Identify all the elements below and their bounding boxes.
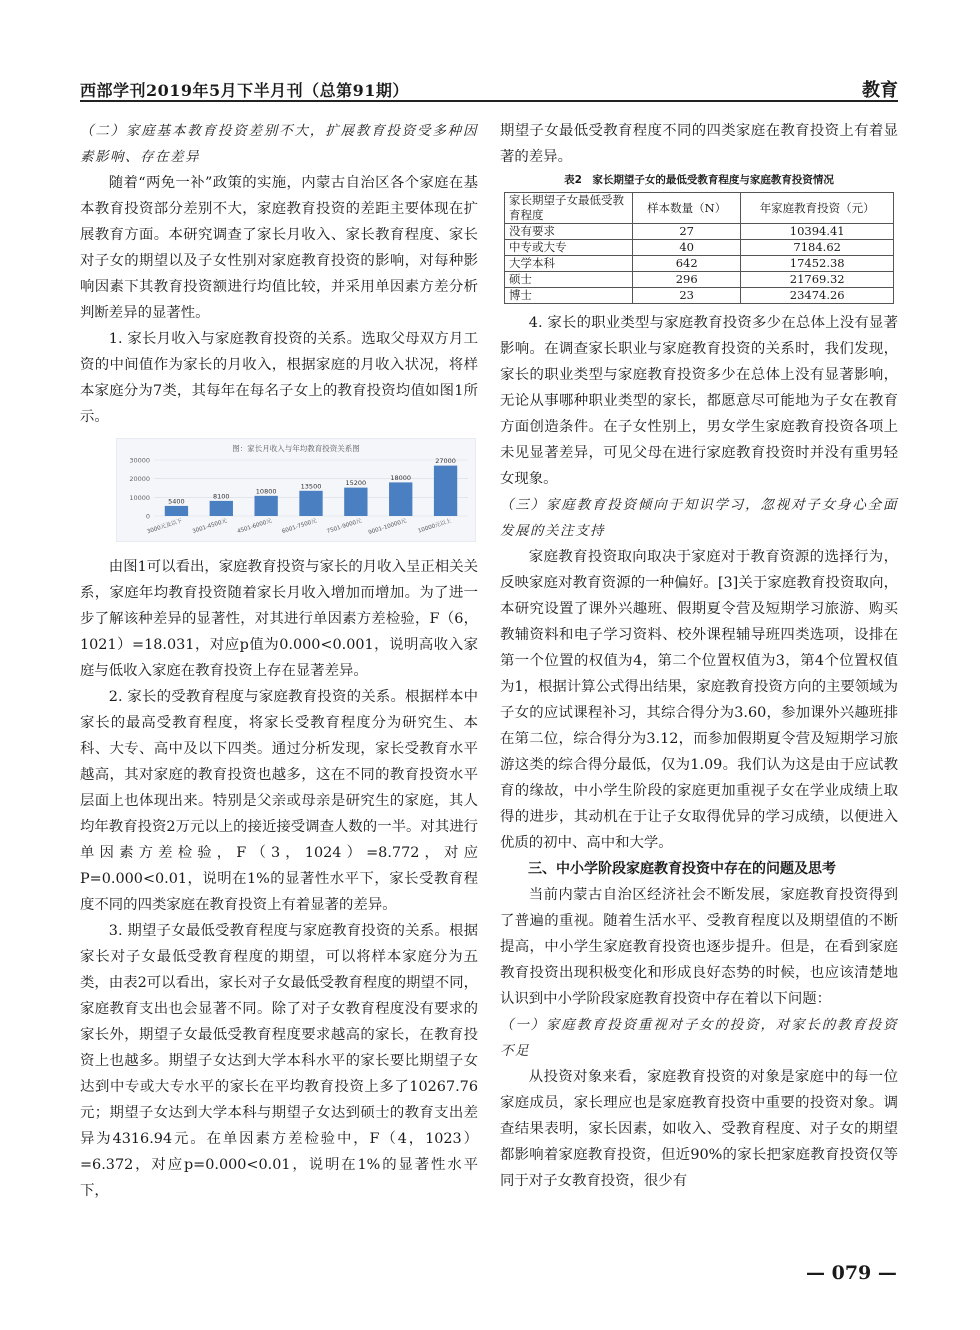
paragraph: 由图1可以看出，家庭教育投资与家长的月收入呈正相关关系，家庭年均教育投资随着家长月收入增加而增加。为了进一步了解该种差异的显著性，对其进行单因素方差检验，F（6，1021）=18.031，对应p值为0.000<0.001，说明高收入家庭与低收入家庭在教育投资上存在显著差异。 [80, 559, 478, 679]
subsection-heading-3: （三）家庭教育投资倾向于知识学习，忽视对子女身心全面发展的关注支持 [500, 497, 898, 539]
chart-x-tick-label: 6001-7500元 [281, 518, 318, 536]
table-cell: 大学本科 [505, 256, 633, 272]
table-header-row [505, 193, 894, 224]
right-column [500, 118, 898, 1194]
chart-bar [434, 466, 457, 516]
section-heading-3: 三、中小学阶段家庭教育投资中存在的问题及思考 [528, 861, 836, 877]
paragraph: 4. 家长的职业类型与家庭教育投资多少在总体上没有显著影响。在调查家长职业与家庭教育投资的关系时，我们发现，家长的职业类型与家庭教育投资多少在总体上没有显著影响，无论从事哪种职业类型的家长，都愿意尽可能地为子女在教育方面创造条件。在子女性别上，男女学生家庭教育投资各项上未见显著差异，可见父母在进行家庭教育投资时并没有重男轻女现象。 [500, 315, 898, 487]
table-header-cell: 样本数量（N） [633, 193, 741, 224]
paragraph: 1. 家长月收入与家庭教育投资的关系。选取父母双方月工资的中间值作为家长的月收入，根据家庭的月收入状况，将样本家庭分为7类，其每年在每名子女上的教育投资均值如图1所示。 [80, 331, 478, 425]
table-cell: 没有要求 [505, 224, 633, 240]
table-2 [500, 172, 898, 304]
table-row [505, 288, 894, 304]
table-cell: 23 [633, 288, 741, 304]
table-caption: 表2 家长期望子女的最低受教育程度与家庭教育投资情况 [564, 174, 834, 186]
table-row [505, 272, 894, 288]
chart-data-label: 27000 [435, 457, 456, 466]
chart-x-tick-label: 4501-6000元 [236, 518, 273, 536]
chart-data-label: 15200 [345, 479, 367, 488]
table-cell: 博士 [505, 288, 633, 304]
paragraph: 从投资对象来看，家庭教育投资的对象是家庭中的每一位家庭成员，家长理应也是家庭教育投资中重要的投资对象。调查结果表明，家长因素，如收入、受教育程度、对子女的期望都影响着家庭教育投资，但近90%的家长把家庭教育投资仅等同于对子女教育投资，很少有 [500, 1069, 898, 1189]
table-cell: 21769.32 [741, 272, 894, 288]
table-cell: 10394.41 [741, 224, 894, 240]
table-cell: 硕士 [505, 272, 633, 288]
table-cell: 中专或大专 [505, 240, 633, 256]
table-row [505, 224, 894, 240]
table-row [505, 256, 894, 272]
chart-title: 图：家长月收入与年均教育投资关系图 [232, 444, 360, 453]
chart-data-label: 18000 [390, 473, 412, 482]
paragraph: 当前内蒙古自治区经济社会不断发展，家庭教育投资得到了普遍的重视。随着生活水平、受教育程度以及期望值的不断提高，中小学生家庭教育投资也逐步提升。但是，在看到家庭教育投资出现积极变化和形成良好态势的时候，也应该清楚地认识到中小学阶段家庭教育投资中存在着以下问题： [500, 887, 898, 1007]
table-cell: 23474.26 [741, 288, 894, 304]
chart-x-tick-label: 3000元及以下 [146, 518, 184, 536]
bar-chart [116, 438, 476, 542]
table-row [505, 240, 894, 256]
left-column [80, 118, 478, 1204]
chart-y-tick-label: 0 [145, 512, 150, 521]
table-cell: 27 [633, 224, 741, 240]
table-header-cell: 年家庭教育投资（元） [741, 193, 894, 224]
table-cell: 17452.38 [741, 256, 894, 272]
subsection-heading-3-1: （一）家庭教育投资重视对子女的投资，对家长的教育投资不足 [500, 1017, 898, 1059]
chart-y-tick-label: 20000 [129, 475, 150, 484]
data-table [504, 192, 894, 304]
chart-data-label: 10800 [255, 487, 277, 496]
chart-bar [389, 482, 412, 516]
chart-x-tick-label: 7501-9000元 [326, 518, 363, 536]
chart-data-label: 13500 [300, 482, 322, 491]
subsection-heading-2: （二）家庭基本教育投资差别不大，扩展教育投资受多种因素影响、存在差异 [80, 123, 478, 165]
chart-data-label: 8100 [213, 492, 230, 501]
running-header [80, 72, 898, 102]
table-cell: 40 [633, 240, 741, 256]
chart-bar [165, 506, 188, 516]
chart-y-tick-label: 10000 [129, 493, 150, 502]
paragraph: 家庭教育投资取向取决于家庭对于教育资源的选择行为，反映家庭对教育资源的一种偏好。[3]关于家庭教育投资取向，本研究设置了课外兴趣班、假期夏令营及短期学习旅游、购买教辅资料和电子学习资料、校外课程辅导班四类选项，设排在第一个位置的权值为4，第二个位置权值为3，第4个位置权值为1，根据计算公式得出结果，家庭教育投资方向的主要领域为子女的应试课程补习，其综合得分为3.60，参加课外兴趣班排在第二位，综合得分为3.12，而参加假期夏令营及短期学习旅游这类的综合得分最低，仅为1.09。我们认为这是由于应试教育的缘故，中小学生阶段的家庭更加重视子女在学业成绩上取得的进步，其动机在于让子女取得优异的学习成绩，以便进入优质的初中、高中和大学。 [500, 549, 898, 851]
page-number: — 079 — [806, 1262, 897, 1284]
chart-bar [299, 491, 322, 516]
chart-x-tick-label: 10000元以上 [417, 518, 453, 535]
figure-1-income-chart [116, 438, 476, 542]
chart-bar [210, 501, 233, 516]
chart-data-label: 5400 [168, 497, 185, 506]
paragraph: 随着“两免一补”政策的实施，内蒙古自治区各个家庭在基本教育投资部分差别不大，家庭教育投资的差距主要体现在扩展教育方面。本研究调查了家长月收入、家长教育程度、家长对子女的期望以及子女性别对家庭教育投资的影响，对每种影响因素下其教育投资额进行均值比较，并采用单因素方差分析判断差异的显著性。 [80, 175, 478, 321]
section-label: 教育 [862, 80, 898, 101]
paragraph: 3. 期望子女最低受教育程度与家庭教育投资的关系。根据家长对子女最低受教育程度的期望，可以将样本家庭分为五类，由表2可以看出，家长对子女最低受教育程度的期望不同，家庭教育支出也会显著不同。除了对子女教育程度没有要求的家长外，期望子女最低受教育程度要求越高的家长，在教育投资上也越多。期望子女达到大学本科水平的家长要比期望子女达到中专或大专水平的家长在平均教育投资上多了10267.76元；期望子女达到大学本科与期望子女达到硕士的教育支出差异为4316.94元。在单因素方差检验中，F（4，1023）=6.372，对应p=0.000<0.01，说明在1%的显著性水平下， [80, 923, 478, 1199]
table-cell: 7184.62 [741, 240, 894, 256]
paragraph: 2. 家长的受教育程度与家庭教育投资的关系。根据样本中家长的最高受教育程度，将家长受教育程度分为研究生、本科、大专、高中及以下四类。通过分析发现，家长受教育水平越高，其对家庭的教育投资也越多，这在不同的教育投资水平层面上也体现出来。特别是父亲或母亲是研究生的家庭，其人均年教育投资2万元以上的接近接受调查人数的一半。对其进行单因素方差检验，F（3，1024）=8.772，对应P=0.000<0.01，说明在1%的显著性水平下，家长受教育程度不同的四类家庭在教育投资上有着显著的差异。 [80, 689, 478, 913]
header-rule [80, 100, 898, 102]
paragraph: 期望子女最低受教育程度不同的四类家庭在教育投资上有着显著的差异。 [500, 123, 898, 165]
table-cell: 296 [633, 272, 741, 288]
chart-bar [254, 496, 277, 516]
chart-x-tick-label: 3001-4500元 [191, 518, 228, 536]
journal-title: 西部学刊2019年5月下半月刊（总第91期） [80, 81, 409, 100]
table-header-cell: 家长期望子女最低受教育程度 [505, 193, 633, 224]
table-cell: 642 [633, 256, 741, 272]
chart-bar [344, 488, 367, 516]
chart-x-tick-label: 9001-10000元 [367, 518, 408, 537]
chart-y-tick-label: 30000 [129, 456, 150, 465]
